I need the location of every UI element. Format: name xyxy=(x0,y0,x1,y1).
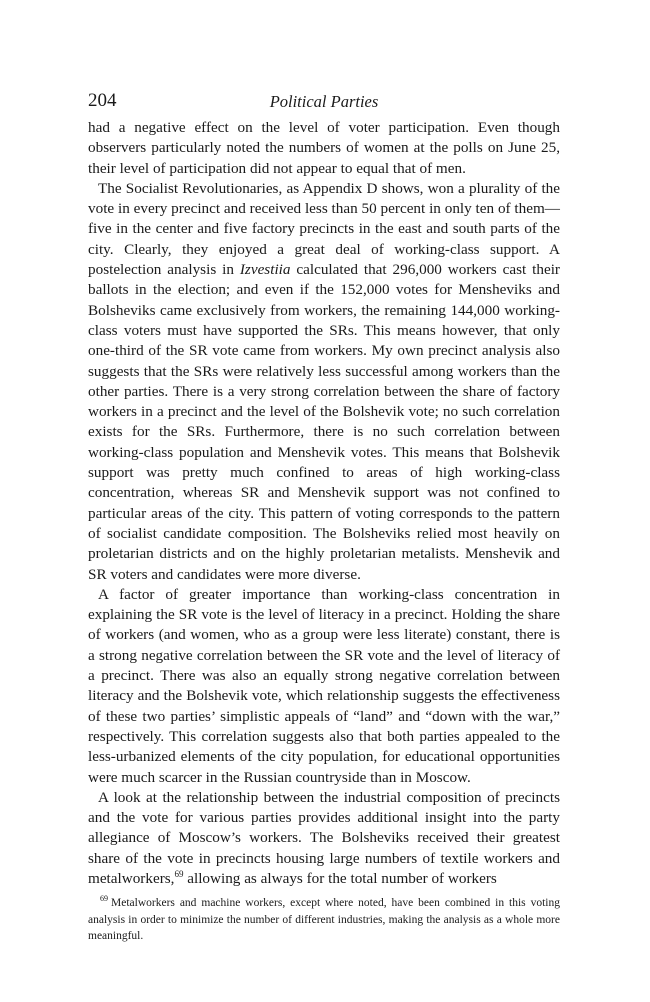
paragraph-4-text-b: allowing as always for the total number of workers xyxy=(183,869,497,887)
footnote xyxy=(88,895,560,945)
paragraph-2 xyxy=(88,179,560,585)
footnote-reference[interactable]: 69 xyxy=(174,868,184,879)
paragraph-3: A factor of greater importance than working-class concentration in explaining the SR vote is the level of literacy in a precinct. Holding the share of workers (and women, who as a group were less literate) constant, there is a strong negative correlation between the SR vote and the level of literacy of a precinct. There was also an equally strong negative correlation between literacy and the Bolshevik vote, which relationship suggests the effectiveness of these two parties’ simplistic appeals of “land” and “down with the war,” respectively. This correlation suggests also that both parties appealed to the less-urbanized elements of the city population, for educational opportunities were much scarcer in the Russian countryside than in Moscow. xyxy=(88,585,560,786)
paragraph-2-text-a: The Socialist Revolutionaries, as Appendix D shows, won a plurality of the vote in every precinct and received less than 50 percent in only ten of them—five in the center and five factory precincts in the east and south parts of the city. Clearly, they enjoyed a great deal of working-class support. A postelection analysis in xyxy=(88,179,560,279)
running-title: Political Parties xyxy=(269,92,379,111)
footnote-number: 69 xyxy=(100,894,108,904)
footnote-text: Metalworkers and machine workers, except where noted, have been combined in this voting analysis in order to minimize the number of different industries, making the analysis as a whole more meaningful. xyxy=(88,897,560,943)
book-page xyxy=(88,90,560,945)
paragraph-4 xyxy=(88,788,560,889)
italic-source-title: Izvestiia xyxy=(239,261,291,279)
paragraph-2-text-b: calculated that 296,000 workers cast their ballots in the election; and even if the 152,000 votes for Mensheviks and Bolsheviks came exclusively from workers, the remaining 144,000 working-class voters must have supported the SRs. This means however, that only one-third of the SR vote came from workers. My own precinct analysis also suggests that the SRs were relatively less successful among workers than the other parties. There is a very strong correlation between the share of factory workers in a precinct and the level of the Bolshevik vote; no such correlation exists for the SRs. Furthermore, there is no such correlation between working-class population and Menshevik votes. This means that Bolshevik support was pretty much confined to areas of high working-class concentration, whereas SR and Menshevik support was not confined to particular areas of the city. This pattern of voting corresponds to the pattern of socialist candidate composition. The Bolsheviks relied most heavily on proletarian districts and on the highly proletarian metalists. Menshevik and SR voters and candidates were more diverse. xyxy=(88,261,560,583)
paragraph-1: had a negative effect on the level of voter participation. Even though observers particularly noted the numbers of women at the polls on June 25, their level of participation did not appear to equal that of men. xyxy=(88,119,560,177)
body-text xyxy=(88,118,560,889)
page-number: 204 xyxy=(88,90,117,111)
running-head xyxy=(88,90,560,118)
paragraph-4-text-a: A look at the relationship between the industrial composition of precincts and the vote for various parties provides additional insight into the party allegiance of Moscow’s workers. The Bolsheviks received their greatest share of the vote in precincts housing large numbers of textile workers and metalworkers, xyxy=(88,788,560,887)
